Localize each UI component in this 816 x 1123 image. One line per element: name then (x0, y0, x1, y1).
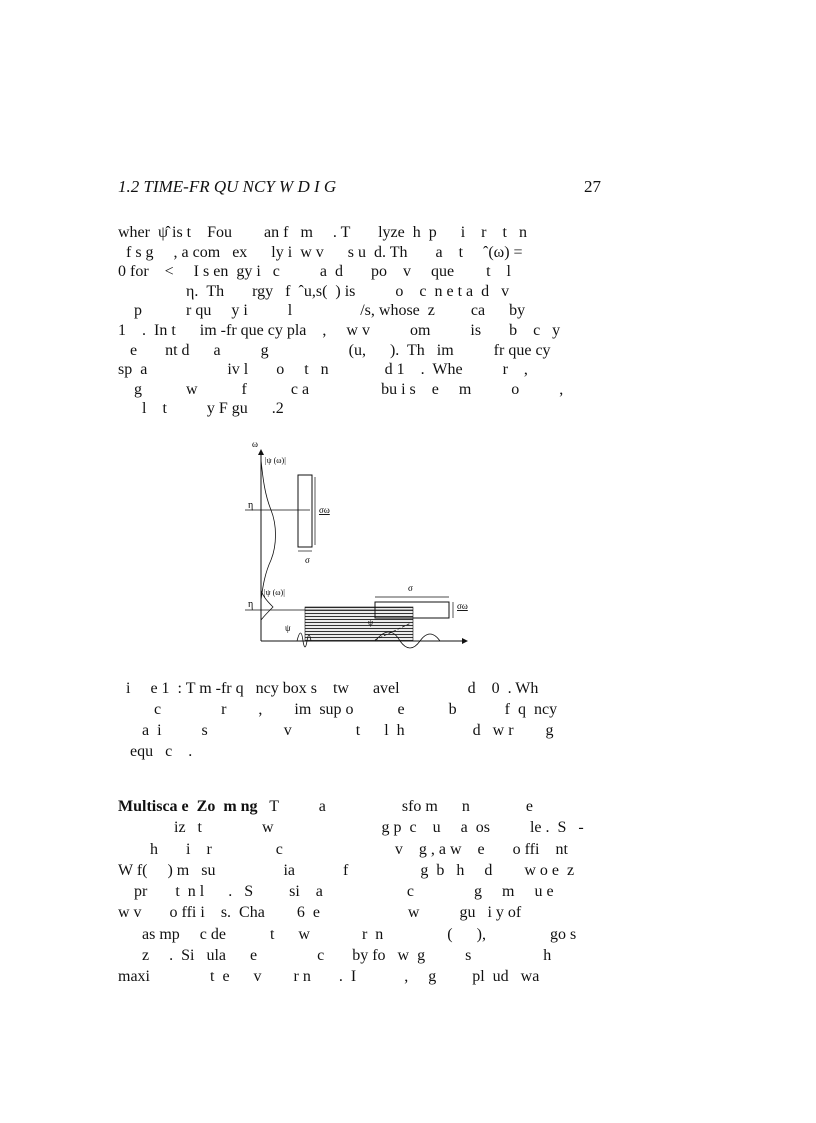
time-frequency-figure (235, 435, 475, 655)
figure-caption (118, 678, 601, 762)
text-line-rest: T a sfo m n e (257, 798, 533, 815)
text-line: sp a iv l o t n d 1 . Whe r , (118, 361, 528, 379)
section-title: 1.2 TIME-FR QU NCY W D I G (118, 177, 337, 196)
text-line: e nt d a g (u, ). Th im fr que cy (118, 341, 551, 359)
caption-line: c r , im sup o e b f q ncy (118, 701, 558, 718)
text-line: f s g , a com ex ly i w v s u d. Th a t ˆ(ω) = (118, 243, 523, 261)
psi-box-label: ψ (368, 618, 374, 627)
sigma-bottom-width-label: σ (408, 583, 413, 593)
sigma-top-width-label: σ (305, 555, 310, 565)
eta-bottom-label: η (248, 599, 254, 610)
page-number: 27 (584, 177, 601, 196)
text-line: p r qu y i l /s, whose z ca by (118, 302, 526, 320)
text-line: 0 for < I s en gy i c a d po v que t l (118, 263, 511, 281)
text-line: l t y F gu .2 (118, 400, 284, 418)
caption-line: i e 1 : T m -fr q ncy box s tw avel d 0 . Wh (118, 680, 539, 697)
caption-line: a i s v t l h d w r g (118, 722, 554, 739)
runin-heading: Multisca e Zo m ng (118, 798, 258, 815)
running-header (118, 177, 601, 197)
text-line: pr t n l . S si a c g m u e (118, 883, 554, 901)
text-line: as mp c de t w r n ( ), go s (118, 925, 577, 943)
top-spectrum-curve (261, 460, 276, 600)
text-line: w v o ffi i s. Cha 6 e w gu i y of (118, 904, 522, 922)
text-line: g w f c a bu i s e m o , (118, 380, 564, 398)
text-line (118, 797, 601, 818)
text-line: wher ψ̂ is t Fou an f m . T lyze h p i r t n (118, 224, 527, 241)
top-atom-box (298, 475, 312, 547)
text-line: h i r c v g , a w e o ffi nt (118, 840, 568, 858)
caption-line: equ c . (118, 743, 193, 760)
psi-hat-top-label: |ψ (ω)| (265, 456, 286, 465)
psi-bottom-label: ψ (285, 623, 291, 633)
psi-hat-bottom-label: |ψ (ω)| (264, 588, 285, 597)
paragraph-2 (118, 797, 601, 989)
text-line: z . Si ula e c by fo w g s h (118, 947, 552, 965)
figure-diagram (235, 435, 475, 655)
eta-top-label: η (248, 500, 254, 511)
text-line: 1 . In t im -fr que cy pla , w v om is b c y (118, 321, 561, 339)
text-line: η. Th rgy f ˆu,s( ) is o c n e t a d v (118, 282, 510, 300)
text-line: iz t w g p c u a os le . S - (118, 819, 584, 837)
paragraph-1 (118, 223, 601, 419)
text-line: maxi t e v r n . I , g pl ud wa (118, 968, 540, 986)
omega-axis-label: ω (252, 439, 258, 449)
sigma-omega-bottom-label: σω (457, 601, 468, 611)
sigma-omega-top-label: σω (319, 505, 330, 515)
text-line: W f( ) m su ia f g b h d w o e z (118, 861, 575, 879)
